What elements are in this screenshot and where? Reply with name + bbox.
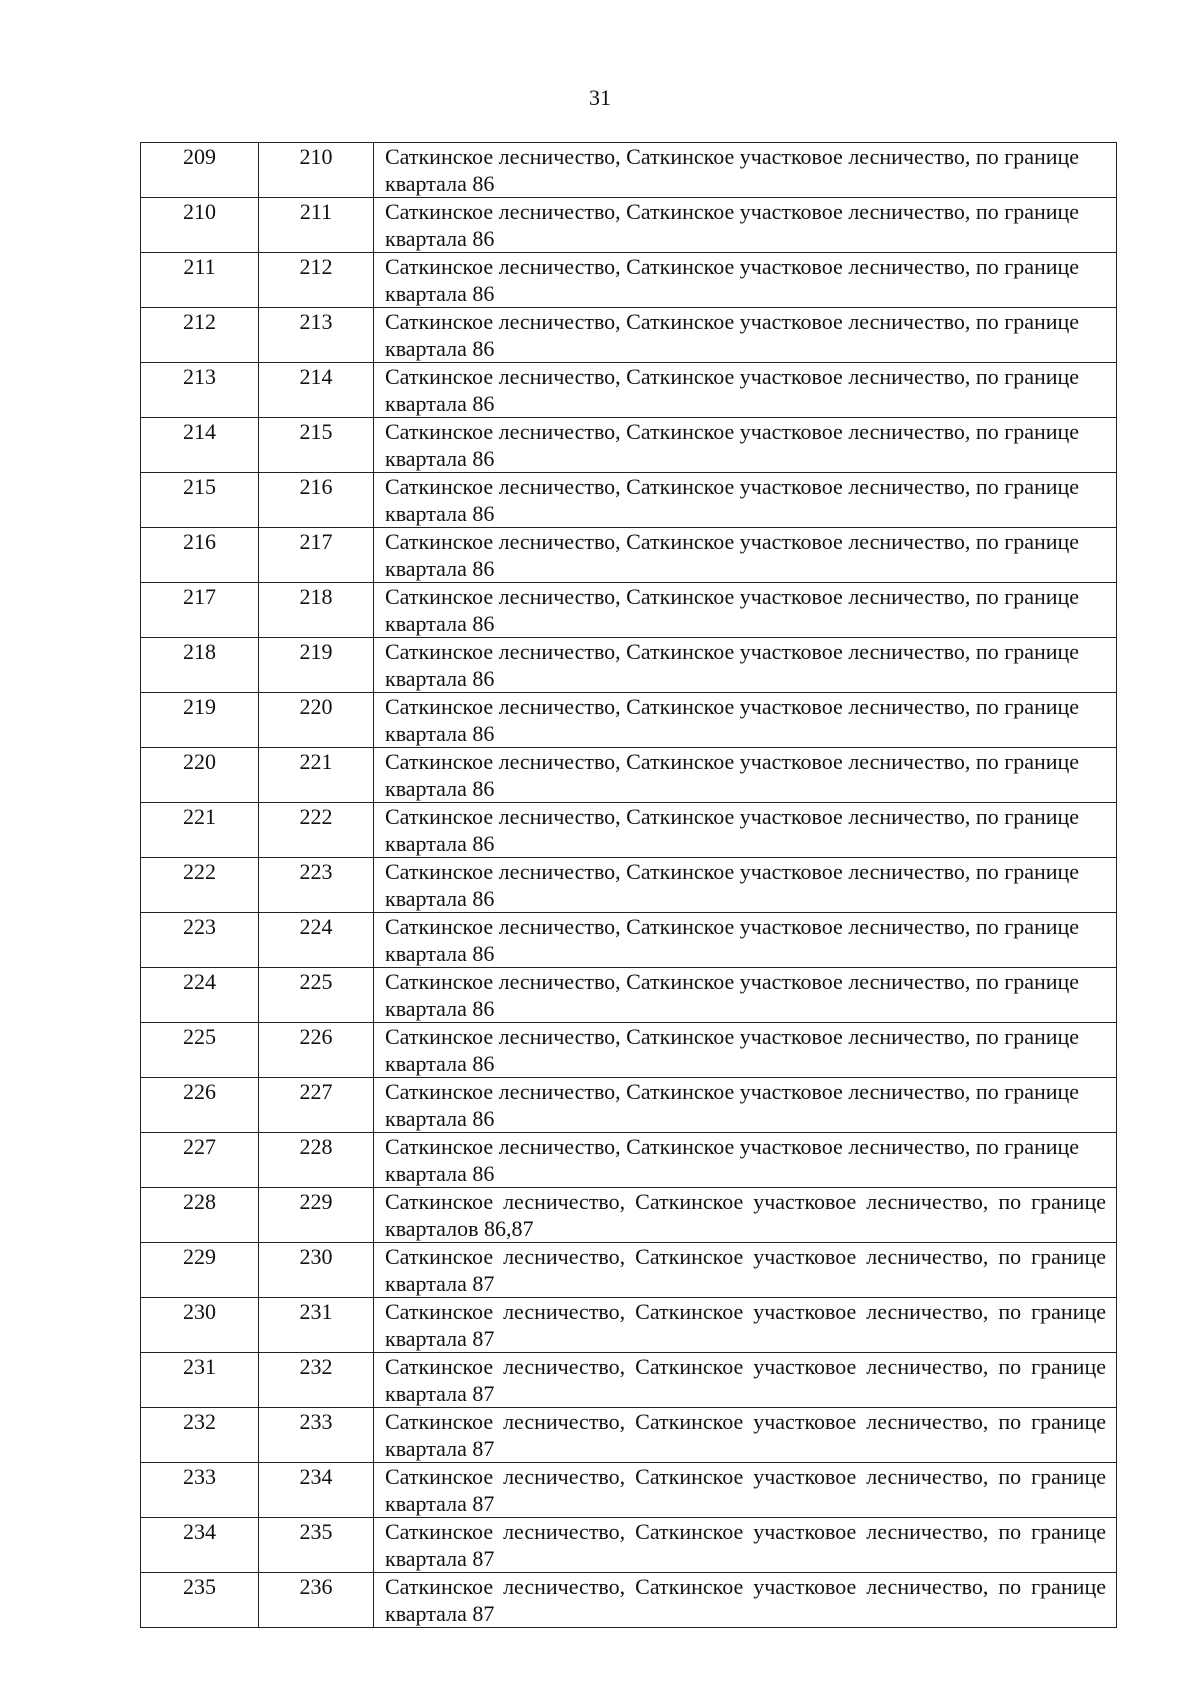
point-from-cell [141,1243,259,1298]
point-from-cell [141,1078,259,1133]
point-to-cell [259,528,374,583]
boundary-description: Саткинское лесничество, Саткинское участковое лесничество, по границе квартала 86 [374,693,1117,748]
table-row [141,1133,1117,1188]
point-to-cell [259,913,374,968]
boundary-description: Саткинское лесничество, Саткинское участковое лесничество, по границе квартала 86 [374,1078,1117,1133]
boundary-description: Саткинское лесничество, Саткинское участковое лесничество, по границе квартала 86 [374,198,1117,253]
point-to: 236 [299,1574,333,1599]
point-from-cell [141,803,259,858]
point-to-cell [259,1188,374,1243]
point-to: 230 [299,1244,333,1269]
point-to: 217 [299,529,333,554]
point-to-cell [259,143,374,198]
table-row [141,1188,1117,1243]
point-from-cell [141,858,259,913]
point-to: 215 [299,419,333,444]
point-from: 231 [183,1354,216,1379]
point-from: 225 [183,1024,216,1049]
table-row [141,418,1117,473]
point-from-cell [141,1023,259,1078]
point-from-cell [141,1298,259,1353]
boundary-description: Саткинское лесничество, Саткинское участковое лесничество, по границе квартала 86 [374,528,1117,583]
point-to: 226 [299,1024,333,1049]
point-from-cell [141,253,259,308]
point-to-cell [259,308,374,363]
point-to-cell [259,198,374,253]
table-row [141,1408,1117,1463]
point-from-cell [141,143,259,198]
boundary-description: Саткинское лесничество, Саткинское участковое лесничество, по границе квартала 86 [374,418,1117,473]
point-from-cell [141,1573,259,1628]
boundary-description: Саткинское лесничество, Саткинское участковое лесничество, по границе квартала 86 [374,803,1117,858]
point-from: 215 [183,474,216,499]
point-from: 229 [183,1244,216,1269]
point-to: 220 [299,694,333,719]
point-from: 228 [183,1189,216,1214]
table-row [141,363,1117,418]
table-row [141,143,1117,198]
point-from: 223 [183,914,216,939]
table-row [141,528,1117,583]
point-from: 230 [183,1299,216,1324]
point-to: 233 [299,1409,333,1434]
point-to-cell [259,803,374,858]
table-row [141,913,1117,968]
boundary-description: Саткинское лесничество, Саткинское участковое лесничество, по границе квартала 87 [374,1298,1117,1353]
table-row [141,253,1117,308]
point-to: 227 [299,1079,333,1104]
point-from-cell [141,528,259,583]
point-to-cell [259,1023,374,1078]
point-to-cell [259,1133,374,1188]
table-row [141,968,1117,1023]
point-from: 227 [183,1134,216,1159]
point-to: 212 [299,254,333,279]
boundary-description: Саткинское лесничество, Саткинское участковое лесничество, по границе квартала 86 [374,638,1117,693]
point-to: 216 [299,474,333,499]
point-from: 209 [183,144,216,169]
point-from: 213 [183,364,216,389]
point-to-cell [259,1463,374,1518]
point-from-cell [141,638,259,693]
point-from-cell [141,1408,259,1463]
point-to-cell [259,1078,374,1133]
point-from: 212 [183,309,216,334]
table-row [141,858,1117,913]
point-from-cell [141,693,259,748]
table-row [141,198,1117,253]
point-to-cell [259,1408,374,1463]
table-row [141,1078,1117,1133]
point-from: 234 [183,1519,216,1544]
point-from-cell [141,363,259,418]
table-row [141,583,1117,638]
point-to: 235 [299,1519,333,1544]
table-row [141,1353,1117,1408]
point-to: 211 [299,199,333,224]
table-row [141,1573,1117,1628]
point-from-cell [141,418,259,473]
point-to-cell [259,1353,374,1408]
boundary-description: Саткинское лесничество, Саткинское участковое лесничество, по границе квартала 86 [374,748,1117,803]
point-to-cell [259,253,374,308]
table-row [141,748,1117,803]
point-from-cell [141,1518,259,1573]
point-to-cell [259,858,374,913]
boundary-description: Саткинское лесничество, Саткинское участковое лесничество, по границе квартала 86 [374,858,1117,913]
boundary-description: Саткинское лесничество, Саткинское участковое лесничество, по границе квартала 87 [374,1353,1117,1408]
point-from: 235 [183,1574,216,1599]
table-body [141,143,1117,1628]
point-from: 219 [183,694,216,719]
table-row [141,1518,1117,1573]
point-to: 225 [299,969,333,994]
boundary-description: Саткинское лесничество, Саткинское участковое лесничество, по границе квартала 86 [374,968,1117,1023]
point-to: 228 [299,1134,333,1159]
point-from: 217 [183,584,216,609]
point-from: 214 [183,419,216,444]
point-to-cell [259,1298,374,1353]
point-to-cell [259,418,374,473]
point-from-cell [141,1463,259,1518]
point-from: 226 [183,1079,216,1104]
point-from: 222 [183,859,216,884]
table-row [141,473,1117,528]
point-to-cell [259,693,374,748]
point-from: 224 [183,969,216,994]
point-from-cell [141,968,259,1023]
point-to: 224 [299,914,333,939]
point-to: 222 [299,804,333,829]
table-row [141,638,1117,693]
point-from-cell [141,198,259,253]
boundary-description: Саткинское лесничество, Саткинское участковое лесничество, по границе кварталов 86,87 [374,1188,1117,1243]
point-to-cell [259,1243,374,1298]
boundary-description: Саткинское лесничество, Саткинское участковое лесничество, по границе квартала 87 [374,1243,1117,1298]
point-to-cell [259,1573,374,1628]
point-to: 213 [299,309,333,334]
point-to: 234 [299,1464,333,1489]
boundary-description: Саткинское лесничество, Саткинское участковое лесничество, по границе квартала 86 [374,913,1117,968]
point-to-cell [259,638,374,693]
boundary-description: Саткинское лесничество, Саткинское участковое лесничество, по границе квартала 87 [374,1408,1117,1463]
point-to: 210 [299,144,333,169]
table-row [141,803,1117,858]
boundary-description: Саткинское лесничество, Саткинское участковое лесничество, по границе квартала 86 [374,1133,1117,1188]
boundary-description: Саткинское лесничество, Саткинское участковое лесничество, по границе квартала 86 [374,253,1117,308]
point-to-cell [259,748,374,803]
table-row [141,1463,1117,1518]
point-from: 232 [183,1409,216,1434]
boundary-description: Саткинское лесничество, Саткинское участковое лесничество, по границе квартала 86 [374,1023,1117,1078]
point-to: 221 [299,749,333,774]
table-row [141,693,1117,748]
point-to: 223 [299,859,333,884]
point-from-cell [141,1133,259,1188]
point-to: 231 [299,1299,333,1324]
point-from: 218 [183,639,216,664]
point-from-cell [141,583,259,638]
point-to: 214 [299,364,333,389]
boundary-description: Саткинское лесничество, Саткинское участковое лесничество, по границе квартала 86 [374,363,1117,418]
boundary-description: Саткинское лесничество, Саткинское участковое лесничество, по границе квартала 86 [374,583,1117,638]
point-from-cell [141,308,259,363]
point-from: 221 [183,804,216,829]
point-from-cell [141,913,259,968]
boundary-description: Саткинское лесничество, Саткинское участковое лесничество, по границе квартала 87 [374,1463,1117,1518]
page-number: 31 [589,85,611,110]
boundary-description: Саткинское лесничество, Саткинское участковое лесничество, по границе квартала 86 [374,308,1117,363]
point-to-cell [259,968,374,1023]
point-to: 218 [299,584,333,609]
point-from-cell [141,1353,259,1408]
point-to: 219 [299,639,333,664]
table-row [141,1298,1117,1353]
boundary-description: Саткинское лесничество, Саткинское участковое лесничество, по границе квартала 86 [374,143,1117,198]
boundary-table [140,142,1117,1628]
point-from: 211 [183,254,216,279]
point-to-cell [259,583,374,638]
table-row [141,1023,1117,1078]
boundary-description: Саткинское лесничество, Саткинское участковое лесничество, по границе квартала 87 [374,1518,1117,1573]
point-from-cell [141,748,259,803]
point-to-cell [259,363,374,418]
boundary-description: Саткинское лесничество, Саткинское участковое лесничество, по границе квартала 87 [374,1573,1117,1628]
boundary-description: Саткинское лесничество, Саткинское участковое лесничество, по границе квартала 86 [374,473,1117,528]
point-to: 229 [299,1189,333,1214]
table-row [141,308,1117,363]
point-from-cell [141,473,259,528]
point-from-cell [141,1188,259,1243]
point-from: 233 [183,1464,216,1489]
table-row [141,1243,1117,1298]
point-from: 220 [183,749,216,774]
point-to: 232 [299,1354,333,1379]
point-from: 216 [183,529,216,554]
point-to-cell [259,473,374,528]
point-from: 210 [183,199,216,224]
point-to-cell [259,1518,374,1573]
